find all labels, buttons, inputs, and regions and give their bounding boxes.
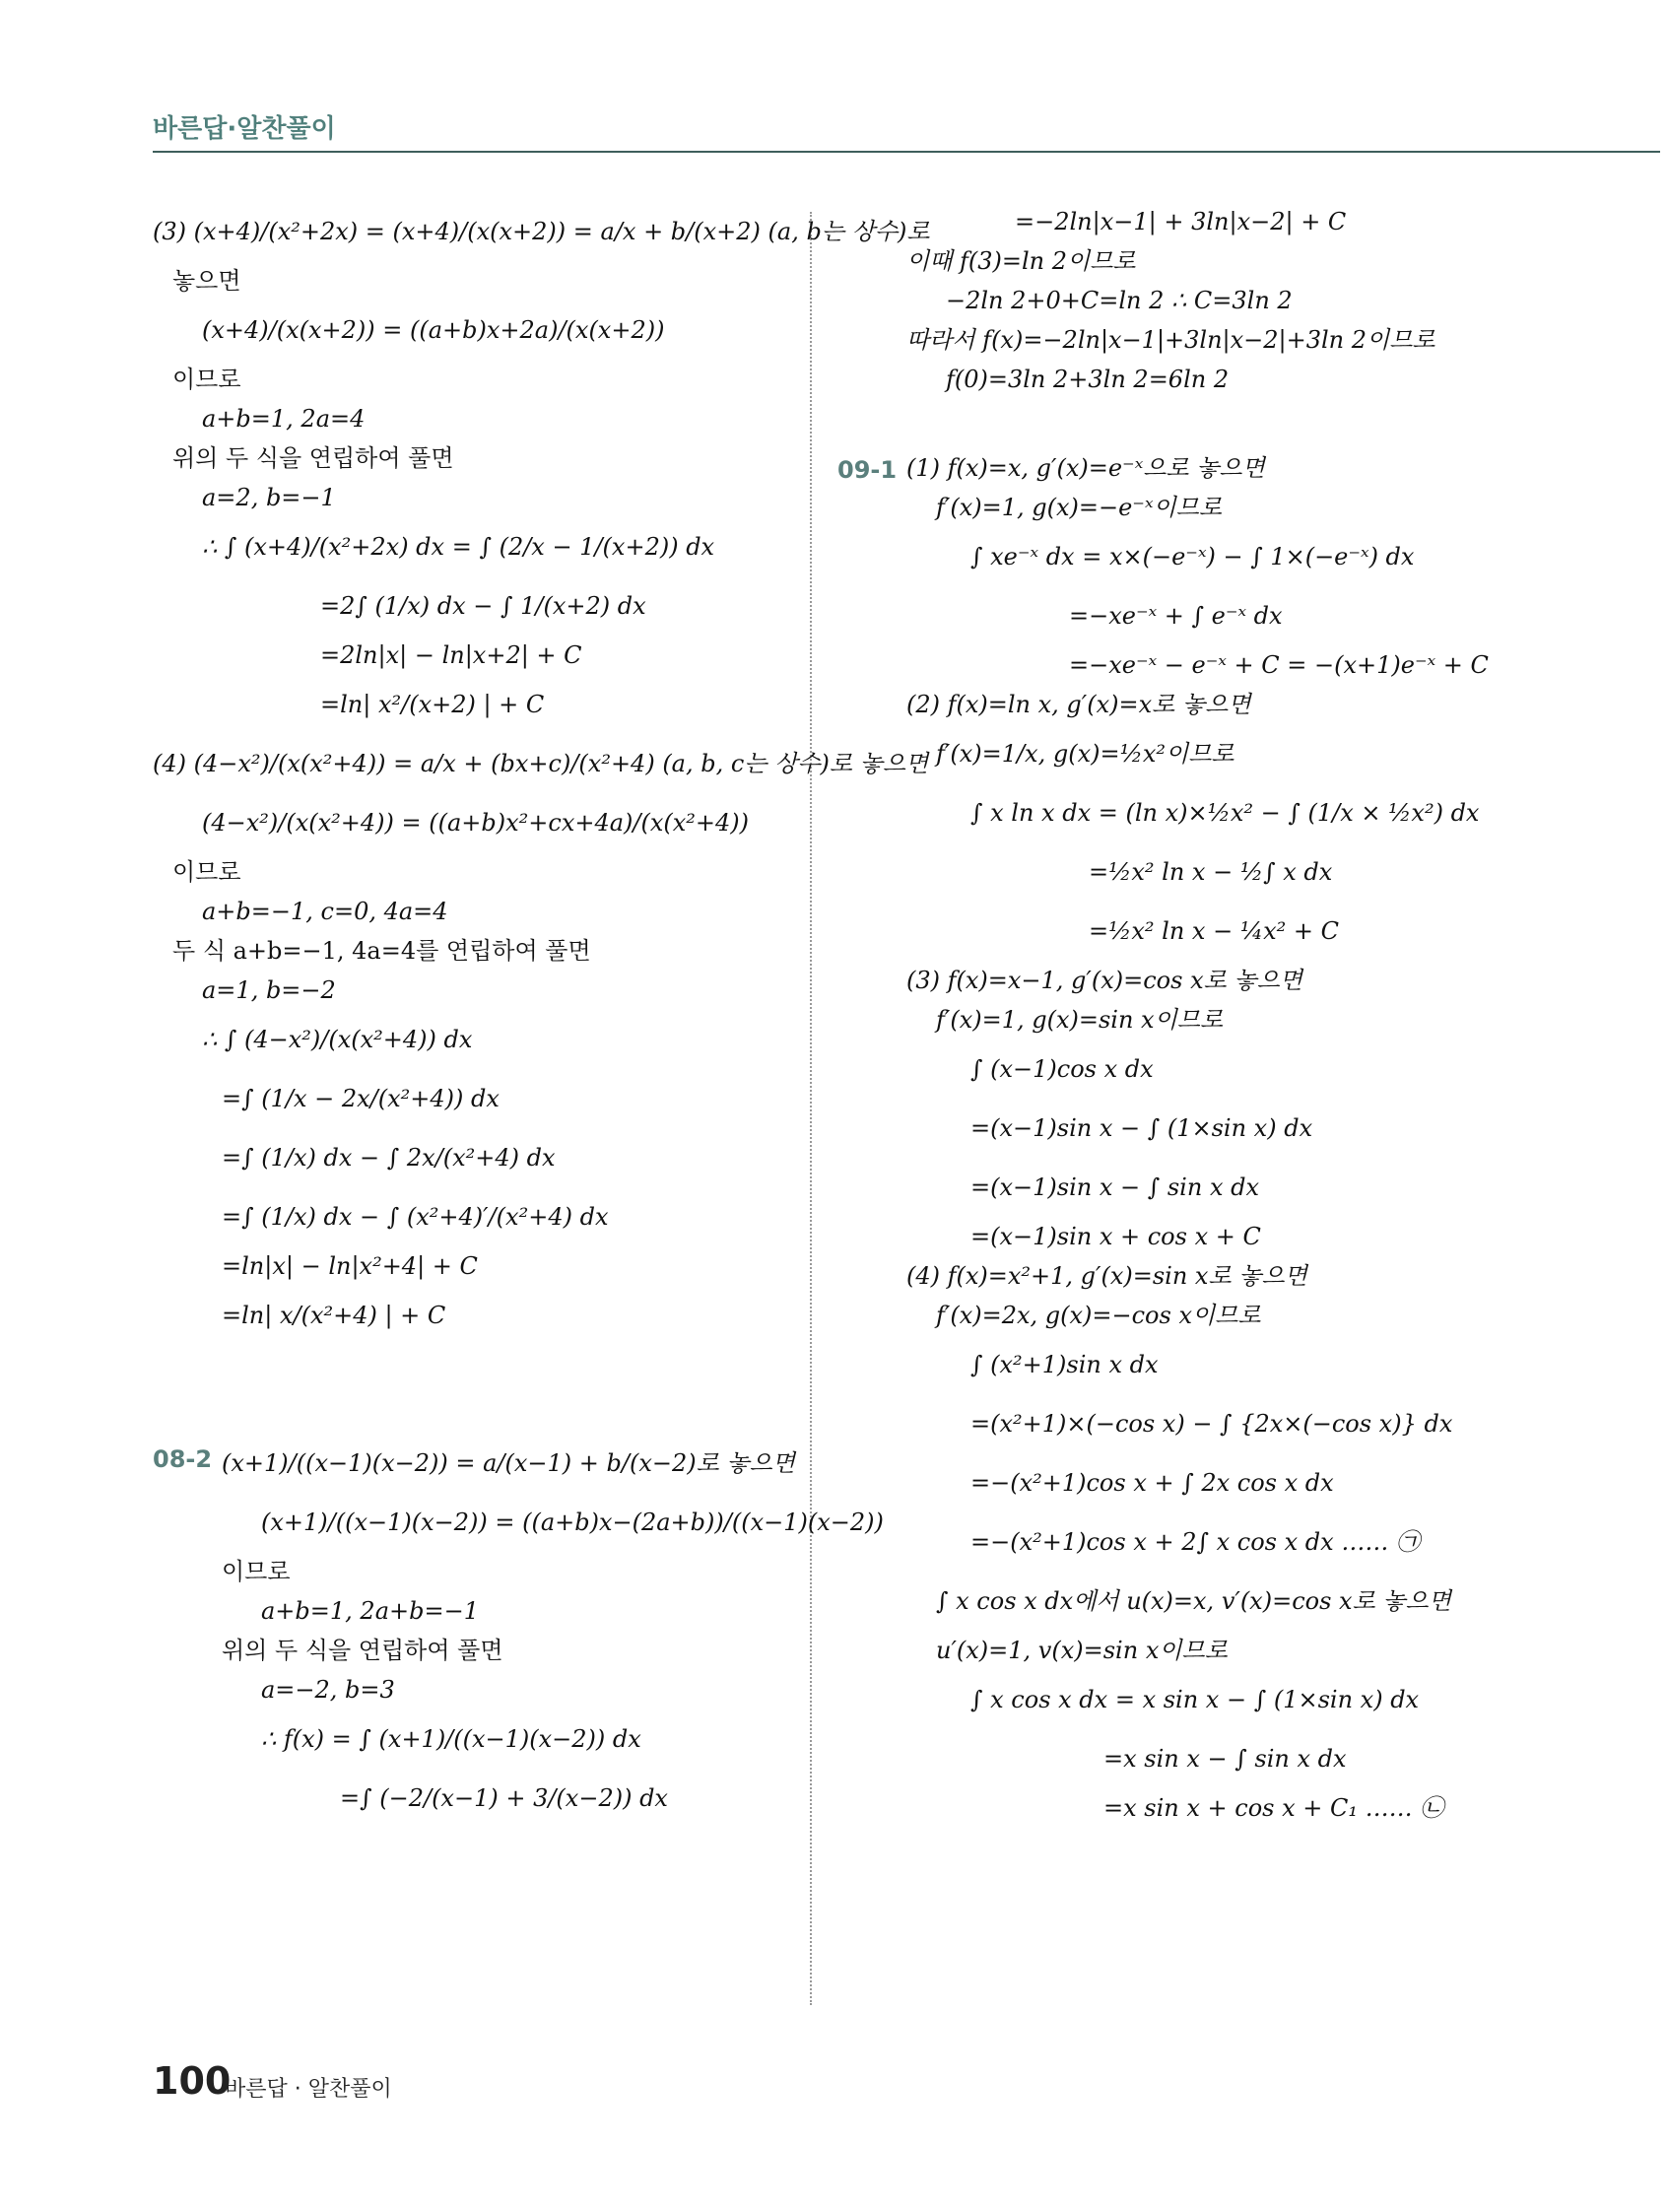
formula-line: (4) f(x)=x²+1, g′(x)=sin x로 놓으면 (906, 1262, 1307, 1290)
formula-line: (x+4)/(x(x+2)) = ((a+b)x+2a)/(x(x+2)) (202, 316, 665, 344)
formula-line: =−(x²+1)cos x + 2∫ x cos x dx …… ㉠ (970, 1528, 1420, 1556)
formula-line: ∴ ∫ (x+4)/(x²+2x) dx = ∫ (2/x − 1/(x+2)) dx (202, 533, 715, 561)
text-line: 이때 f(3)=ln 2이므로 (906, 247, 1136, 275)
solution-part-4 (153, 734, 929, 1345)
text-line: 두 식 a+b=−1, 4a=4를 연립하여 풀면 (172, 937, 591, 965)
problem-08-2 (153, 1434, 884, 1828)
formula-line: (x+1)/((x−1)(x−2)) = a/(x−1) + b/(x−2)로 놓으면 (222, 1449, 795, 1477)
right-column (837, 202, 1517, 1828)
formula-line: =x sin x + cos x + C₁ …… ㉡ (1103, 1794, 1444, 1822)
formula-line: (3) (x+4)/(x²+2x) = (x+4)/(x(x+2)) = a/x + b/(x+2) (a, b는 상수)로 (153, 218, 930, 245)
formula-line: a=1, b=−2 (202, 976, 336, 1004)
formula-line: =x sin x − ∫ sin x dx (1103, 1745, 1347, 1773)
formula-line: =∫ (−2/(x−1) + 3/(x−2)) dx (340, 1784, 668, 1812)
formula-line: =½x² ln x − ¼x² + C (1089, 917, 1339, 945)
problem-number-08-2: 08-2 (153, 1445, 213, 1473)
formula-line: a+b=1, 2a+b=−1 (261, 1597, 479, 1625)
formula-line: ∫ (x²+1)sin x dx (970, 1351, 1159, 1378)
formula-line: a+b=1, 2a=4 (202, 405, 366, 433)
formula-line: =(x−1)sin x − ∫ (1×sin x) dx (970, 1114, 1313, 1142)
formula-line: (1) f(x)=x, g′(x)=e⁻ˣ으로 놓으면 (906, 454, 1265, 482)
text-line: 이므로 (172, 858, 241, 886)
formula-line: =½x² ln x − ½∫ x dx (1089, 858, 1333, 886)
formula-line: u′(x)=1, v(x)=sin x이므로 (936, 1637, 1228, 1664)
footer-label: 바른답 · 알찬풀이 (225, 2077, 392, 2102)
page-number: 100 (153, 2059, 232, 2103)
formula-line: (4) (4−x²)/(x(x²+4)) = a/x + (bx+c)/(x²+4) (a, b, c는 상수)로 놓으면 (153, 750, 929, 777)
text-line: 이므로 (222, 1558, 291, 1585)
problem-08-2-continued (837, 202, 1517, 399)
formula-line: =ln|x| − ln|x²+4| + C (222, 1252, 478, 1280)
formula-line: =∫ (1/x − 2x/(x²+4)) dx (222, 1085, 500, 1112)
formula-line: f(0)=3ln 2+3ln 2=6ln 2 (946, 366, 1230, 393)
header-rule (153, 151, 1660, 153)
formula-line: =2∫ (1/x) dx − ∫ 1/(x+2) dx (320, 592, 646, 620)
formula-line: ∫ xe⁻ˣ dx = x×(−e⁻ˣ) − ∫ 1×(−e⁻ˣ) dx (970, 543, 1415, 570)
text-line: 이므로 (172, 366, 241, 393)
column-separator (810, 212, 812, 2005)
formula-line: =ln| x²/(x+2) | + C (320, 691, 545, 718)
formula-line: ∫ x cos x dx에서 u(x)=x, v′(x)=cos x로 놓으면 (936, 1587, 1451, 1615)
formula-line: f′(x)=1/x, g(x)=½x²이므로 (936, 740, 1234, 768)
formula-line: ∫ (x−1)cos x dx (970, 1055, 1154, 1083)
formula-line: a=2, b=−1 (202, 484, 336, 511)
formula-line: a=−2, b=3 (261, 1676, 395, 1704)
formula-line: a+b=−1, c=0, 4a=4 (202, 898, 448, 925)
formula-line: =−(x²+1)cos x + ∫ 2x cos x dx (970, 1469, 1334, 1497)
formula-line: f′(x)=1, g(x)=−e⁻ˣ이므로 (936, 494, 1223, 521)
formula-line: =(x−1)sin x + cos x + C (970, 1223, 1261, 1250)
formula-line: =−xe⁻ˣ + ∫ e⁻ˣ dx (1069, 602, 1283, 630)
formula-line: =(x−1)sin x − ∫ sin x dx (970, 1173, 1260, 1201)
formula-line: −2ln 2+0+C=ln 2 ∴ C=3ln 2 (946, 287, 1293, 314)
running-header: 바른답·알찬풀이 (153, 114, 336, 144)
text-line: 놓으면 (172, 267, 241, 295)
formula-line: ∫ x ln x dx = (ln x)×½x² − ∫ (1/x × ½x²) dx (970, 799, 1480, 827)
problem-number-09-1: 09-1 (837, 456, 898, 484)
formula-line: =ln| x/(x²+4) | + C (222, 1302, 446, 1329)
formula-line: =∫ (1/x) dx − ∫ (x²+4)′/(x²+4) dx (222, 1203, 609, 1231)
formula-line: =−2ln|x−1| + 3ln|x−2| + C (1015, 208, 1347, 235)
formula-line: =∫ (1/x) dx − ∫ 2x/(x²+4) dx (222, 1144, 556, 1172)
formula-line: =2ln|x| − ln|x+2| + C (320, 641, 582, 669)
text-line: 위의 두 식을 연립하여 풀면 (172, 444, 454, 472)
formula-line: ∴ ∫ (4−x²)/(x(x²+4)) dx (202, 1026, 473, 1053)
formula-line: (x+1)/((x−1)(x−2)) = ((a+b)x−(2a+b))/((x−1)(x−2)) (261, 1508, 884, 1536)
formula-line: =(x²+1)×(−cos x) − ∫ {2x×(−cos x)} dx (970, 1410, 1453, 1438)
formula-line: =−xe⁻ˣ − e⁻ˣ + C = −(x+1)e⁻ˣ + C (1069, 651, 1489, 679)
formula-line: (4−x²)/(x(x²+4)) = ((a+b)x²+cx+4a)/(x(x²+4)) (202, 809, 750, 837)
text-line: 따라서 f(x)=−2ln|x−1|+3ln|x−2|+3ln 2이므로 (906, 326, 1435, 354)
formula-line: f′(x)=1, g(x)=sin x이므로 (936, 1006, 1224, 1034)
formula-line: f′(x)=2x, g(x)=−cos x이므로 (936, 1302, 1261, 1329)
formula-line: ∴ f(x) = ∫ (x+1)/((x−1)(x−2)) dx (261, 1725, 641, 1753)
formula-line: (3) f(x)=x−1, g′(x)=cos x로 놓으면 (906, 967, 1302, 994)
formula-line: (2) f(x)=ln x, g′(x)=x로 놓으면 (906, 691, 1251, 718)
text-line: 위의 두 식을 연립하여 풀면 (222, 1637, 503, 1664)
problem-09-1 (837, 448, 1517, 1828)
formula-line: ∫ x cos x dx = x sin x − ∫ (1×sin x) dx (970, 1686, 1420, 1713)
